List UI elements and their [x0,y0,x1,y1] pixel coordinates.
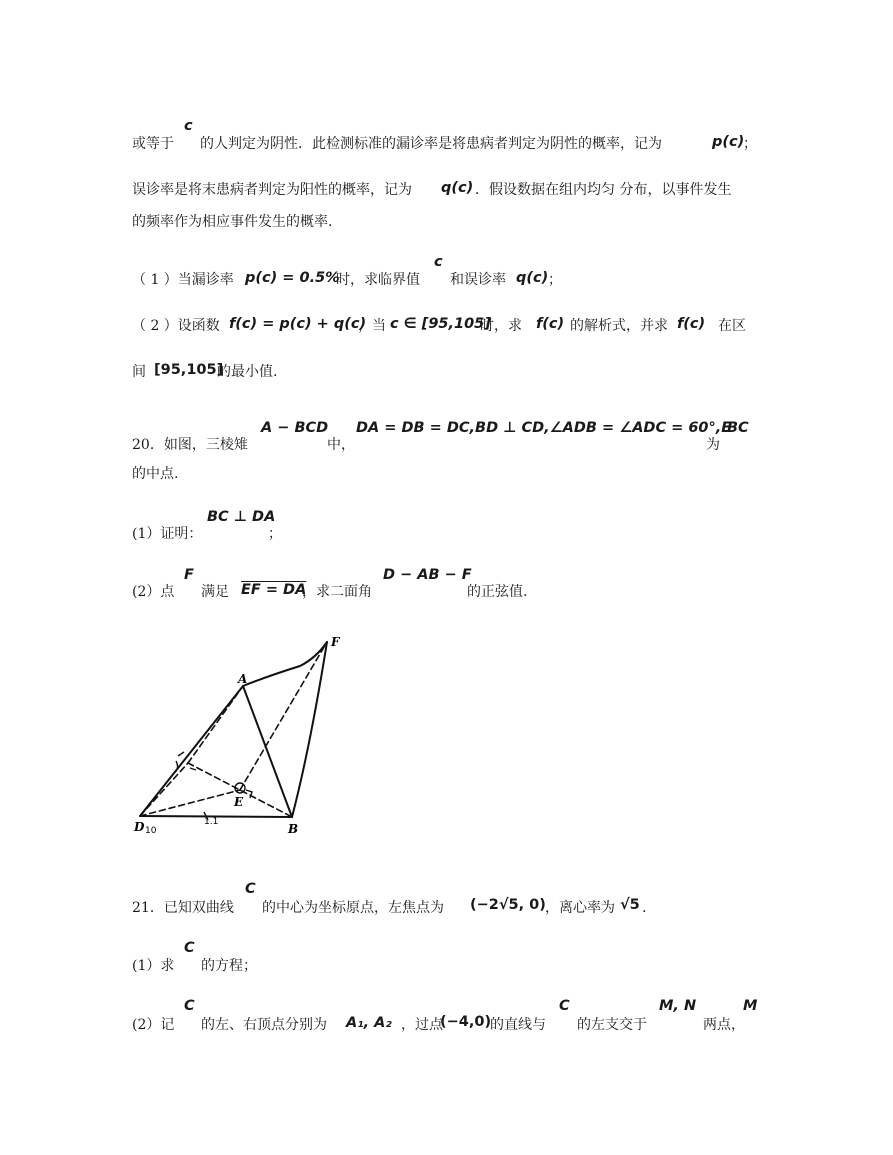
math-bc: BC [727,420,749,436]
math-bc-perp-da: BC ⊥ DA [207,509,276,525]
p20-zhong: 中， [327,437,355,453]
math-qc: q(c) [441,180,474,196]
p19-line2-start: 误诊率是将末患病者判定为阳性的概率，记为 [132,182,412,198]
p19-q2-text4: 在区 [718,318,746,334]
p19-line3: 的频率作为相应事件发生的概率． [132,214,342,230]
edge-de [140,790,240,816]
math-dihedral: D − AB − F [383,567,472,583]
p19-q1-text: 时，求临界值 [336,272,420,288]
p19-q3-start: 间 [132,364,146,380]
math-c: C [559,998,570,1014]
math-eccentricity: √5 [620,897,640,913]
p21-sub1-label: (1）求 [132,958,175,974]
edge-da [140,686,243,816]
p21-sub2-text5: 两点， [703,1017,745,1033]
label-d: D [134,820,145,834]
math-vector-eq: EF = DA [241,582,307,598]
p21-line1-text: 的中心为坐标原点，左焦点为 [262,900,444,916]
p19-q3-end: 的最小值. [217,364,278,380]
p20-wei: 为 [706,437,720,453]
p19-q2-text2: 时，求 [480,318,522,334]
p21-sub2-text2: ，过点 [401,1017,443,1033]
p20-number: 20．如图，三棱雉 [132,437,248,453]
edge-bf [292,642,327,817]
math-c: C [184,940,195,956]
edge-ca [188,686,243,763]
p19-line1-text: 的人判定为阴性．此检测标准的漏诊率是将患病者判定为阴性的概率，记为 [200,136,662,152]
label-e: E [234,795,244,809]
math-pc: p(c) [712,134,745,150]
math-mn: M, N [659,998,697,1014]
label-a: A [238,672,248,686]
p19-q2-text3: 的解析式，并求 [570,318,668,334]
p20-sub2-text: 满足 [201,584,229,600]
p20-sub2-label: (2）点 [132,584,175,600]
p19-q1-label: （ 1 ）当漏诊率 [132,272,234,288]
p21-sub2-text: 的左、右顶点分别为 [201,1017,327,1033]
p19-q1-end: ； [548,272,562,288]
p21-sub2-label: (2）记 [132,1017,175,1033]
p20-sub1-end: ； [268,526,282,542]
p19-line1-start: 或等于 [132,136,174,152]
math-c: C [245,881,256,897]
math-fc: f(c) [677,316,706,332]
math-m: M [743,998,758,1014]
p21-sub1-text: 的方程； [201,958,257,974]
math-focus: (−2√5, 0) [470,897,546,913]
p20-line2: 的中点. [132,466,179,482]
math-c: c [434,254,443,270]
p19-q2-text: ，当 [358,318,386,334]
math-qc: q(c) [516,270,549,286]
annotation-10: 10 [145,826,157,836]
annotation-11: 1.1 [204,817,219,827]
math-f: F [184,567,194,583]
p21-line1-text2: ，离心率为 [545,900,615,916]
p19-q1-text2: 和误诊率 [450,272,506,288]
p19-q2-label: （ 2 ）设函数 [132,318,220,334]
p21-period: . [642,900,647,916]
p21-sub2-text4: 的左支交于 [577,1017,647,1033]
p19-line2-text: ．假设数据在组内均匀 分布，以事件发生 [475,182,732,198]
label-f: F [331,635,340,649]
math-interval: [95,105] [154,362,224,378]
math-c-in: c ∈ [95,105] [390,316,491,332]
math-fc: f(c) [536,316,565,332]
p21-number: 21．已知双曲线 [132,900,234,916]
edge-dc [140,763,188,816]
math-a1-a2: A₁, A₂ [346,1015,392,1031]
p20-sub2-end: 的正弦值. [467,584,528,600]
math-p-eq: p(c) = 0.5% [245,270,340,286]
math-c: C [184,998,195,1014]
math-a-bcd: A − BCD [261,420,329,436]
p20-sub1-label: (1）证明： [132,526,203,542]
label-b: B [288,822,299,836]
p20-sub2-text2: ，求二面角 [302,584,372,600]
math-f-def: f(c) = p(c) + q(c) [229,316,367,332]
p19-semicolon: ； [743,136,757,152]
math-c: c [184,118,193,134]
p21-sub2-text3: 的直线与 [490,1017,546,1033]
math-point: (−4,0) [440,1014,492,1030]
tetrahedron-figure [128,628,358,843]
math-conditions: DA = DB = DC,BD ⊥ CD,∠ADB = ∠ADC = 60°,E [356,420,732,436]
